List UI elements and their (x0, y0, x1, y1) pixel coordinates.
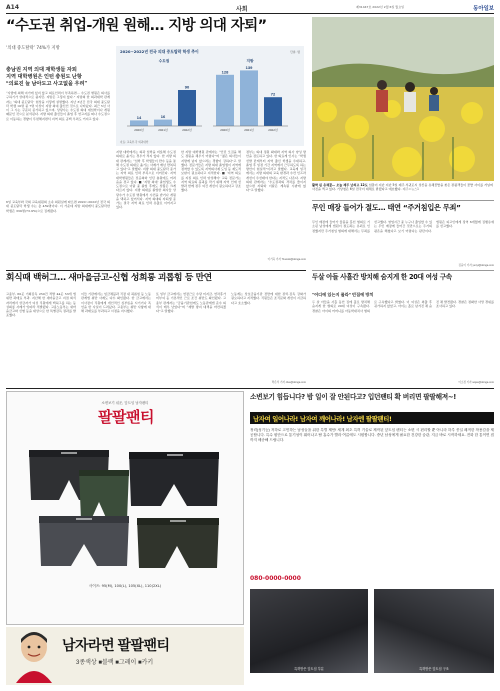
article1-headline: “수도권 취업-개원 원해… 지방 의대 자퇴” (6, 18, 267, 34)
ad-headline-box (250, 412, 494, 424)
article1-col1b (6, 200, 110, 262)
article1-col1-text: “사람에 의해 여기에 있지 않고 의료인력이 부족하면… 수도권 병원은 의사를 구하기가 상대적으로 쉽지만, 지방은 그렇지 않다.” 지방의 한 의과대학 관계자는 ‘의대 중도탈락’ 현상을 이렇게 설명했다. 지난 3년간 전국 의대 중도탈락 학생 10명 중 7명 이상이 지방 의대 출신인 것으로 나타났다. 최근 5년 사이 그 수는 꾸준히 증가하고 있으며, 상당수는 수도권 의대 재입학이나 개원 때문인 것으로 분석된다. 지방 의대 출신들이 졸업 후 연고지를 떠나 수도권으로 이동하는 경향이 뚜렷해지면서 지역 의료 공백 우려도 커지고 있다. (6, 91, 110, 121)
canola-photo-illustration (312, 17, 494, 181)
article4-rule (312, 270, 494, 271)
photo-caption (312, 183, 494, 191)
ad-closeup-photo-1 (250, 589, 368, 673)
article2-rule (312, 200, 494, 201)
chart-category-label: 2021년 (158, 128, 168, 132)
article2-body-text: 무인 매장에 들어가 물품을 훔친 혐의로 기소된 남성에게 법원이 절도죄는 유죄로 인정했지만 주거침입 혐의에 대해서는 무죄를 선고했다. 영업시간 중 누구나 출입할 수 있는 무인 매장에 들어간 것만으로는 주거의 평온을 해쳤다고 보기 어렵다는 판단이다. 법원은 피고인에게 징역 6개월에 집행유예를 선고했다. (312, 220, 494, 233)
ad-underwear-illustration (19, 430, 233, 580)
ad-brand-logo-text: 팔팔팬티 (98, 409, 154, 426)
advertisement (6, 391, 494, 687)
chart-group-label: 지방 (246, 59, 254, 63)
chart-value-label: 139 (245, 64, 253, 70)
spokesman-avatar (12, 629, 56, 683)
ad-brand-logo (89, 406, 163, 426)
ad-rule (6, 388, 494, 389)
article1-col4 (246, 150, 306, 256)
chart-unit: 단위: 명 (290, 49, 300, 54)
article1-col1 (6, 91, 110, 199)
chart-bar (264, 97, 282, 126)
article3-col1-text: 고용부, 60곳 기획감독 250건 적발 44곳 53개 법 위반 과태료 부과. 지난해 한 새마을금고 지점 회식 자리에서 상급자가 여성 직원에게 백허그를 하는 등 성희롱 사례가 잇따라 적발됐다. 고용노동부는 새마을금고와 신협 등을 대상으로 한 특별감독 결과를 발표했다. (6, 292, 76, 318)
photo-credit: 제주=뉴스1 (402, 187, 420, 192)
article3-col4 (231, 292, 306, 378)
article1-col3-text: 한 지방 대학병원 관계자는 “인턴 모집을 해도 정원을 채우기 어렵다”며 “젊은 의사들이 지방에 남지 않으려는 경향이 강하다”고 말했다. 전문가들은 지방 의대 졸업생이 지역에 정착할 수 있도록 지역의사제 도입 등 제도적 보완이 필요하다고 지적한다. ■ ‘지역 의료를 지킬 의료 인력 양성해야’ 교육 전문가는 지역 의료의 붕괴를 막기 위해 지역 인재 선발과 함께 정주 여건 개선이 필요하다고 강조했다. (181, 150, 241, 193)
ad-colors: 3종색상 ■블랙 ■그레이 ■카키 (76, 660, 154, 666)
article1-col2-text: 지방 대학에서는 의과 입학을 비롯해 수도권 의대로 옮기는 경우가 적지 않다. 한 지방 의대 관계자는 “입학 후 학생들이 반수 등을 통해 수도권 의대로 옮기는 사례가 매년 반복되고 있다”고 말했다. 지방 의대 중도탈락 증가는 지역 의료 인력 부족으로 이어진다. 지역 대학병원들은 전공의와 인턴 충원에도 어려움을 겪고 있다. ■ ‘지방 의대’ 졸업생도 수도권으로 이탈 중 졸업 후에도 상황은 크게 다르지 않다. 지방 의대를 졸업한 의사들 상당수가 수도권 병원에서 수련을 받거나 개원을 택하고 있어서다. 지역 의대의 자퇴생 증가는 결국 지역 의료 인력 유출로 이어지고 있다. (116, 150, 176, 210)
ad-top-line: 소변보기 힘듭니다? 밤 일이 잘 안된다고? 입던팬티 확 버리면 팔팔해져~! (250, 393, 456, 401)
chart-value-label: 16 (160, 114, 166, 120)
ad-closeup-photo-2 (374, 589, 494, 673)
article3-rule (6, 270, 306, 271)
chart-category-label: 2022년 (182, 128, 192, 132)
ad-badge-headline: 남자라면 팔팔팬티 (62, 637, 170, 653)
article1-deck1: ‘의대 중도탈락’ 74%가 지방 (6, 46, 60, 51)
article1-col3 (181, 150, 241, 262)
article3-headline: 회식때 백허그… 새마을금고-신협 성희롱 괴롭힘 등 만연 (6, 273, 212, 283)
page-number: A14 (6, 4, 19, 11)
ad-closeup-caption-1: 특허받은 앞트임 부분 (294, 667, 324, 671)
paper-name: 동아일보 (473, 6, 494, 12)
photo-caption-text: 입춘이 지난 지난 5일 제주 서귀포시 성산읍 유채꽃밭을 찾은 관광객들이 꽃밭 사이를 거닐며 사진을 찍고 있다. 기상청은 6일 전국이 대체로 맑겠다고 예보했다. (312, 183, 494, 192)
article1-deck2: 충남권 지역 의대 재학생들 자퇴 지역 대학병원은 인턴 충원도 난항 “의료진 늘 남아도고 사고없을 우려” (6, 67, 88, 88)
article3-col4-text: 노동계는 상호금융기관 전반에 대한 관리·감독 강화가 필요하다고 지적했다. 직원들은 조직문화 개선이 시급하다고 호소했다. (231, 292, 306, 305)
ad-product-box (6, 391, 244, 625)
ad-brand-small: 소변보기 쉬운, 앞트임 남자팬티 (101, 401, 149, 405)
chart-title: 2020∼2022년 전국 의대 중도탈락 학생 추이 (120, 49, 199, 54)
chart-caption: 자료: 교육부·각 의과대학 (120, 141, 149, 144)
chart-category-label: 2022년 (268, 128, 278, 132)
article1-byline: 이기욱 기자 71wook@donga.com (267, 258, 306, 261)
article1-col2 (116, 150, 176, 262)
chart-value-label: 90 (184, 84, 190, 90)
chart-category-label: 2020년 (134, 128, 144, 132)
dropout-chart (116, 46, 304, 146)
article4-body (312, 300, 494, 380)
section-name: 사회 (236, 6, 248, 13)
ad-headline: 남자여 일어나라! 남자여 깨어나라! 남자엔 팔팔팬티! (253, 415, 392, 423)
chart-bar (240, 70, 258, 126)
article3-col2-text: 이들 기관에서는 임금체불과 직장 내 괴롭힘 등 노동관계법 위반 사례도 다수 확인됐다. 한 금고에서는 이사장이 직원에게 개인적인 심부름을 시키거나 폭언을 한 사실이 드러났다. 고용부는 위반 사항에 대해 과태료를 부과하고 시정을 지시했다. (81, 292, 151, 313)
chart-bar (216, 75, 234, 126)
article1-col4-text: 정부는 의대 정원 확대와 지역 의사 양성 방안을 검토하고 있다. 한 의료계 인사는 “학생 선발 단계부터 지역 출신 학생을 우대하고, 졸업 후 일정 기간 지역에서 근무하도록 하는 방안이 현실적”이라고 말했다. 교육계 일각에서는 지방 의대의 교육 환경과 수련 인프라 개선이 우선돼야 한다는 지적도 나온다. 지방 의대 관계자는 “수도권과의 격차를 줄이지 않으면 자퇴와 이탈은 계속될 수밖에 없다”고 말했다. (246, 150, 306, 193)
issue-info: 제31447호 2022년 2월 6일 월요일 (356, 5, 404, 9)
photo-caption-bold: 활짝 핀 유채꽃… 오늘 제주 낮최고 12도 (312, 183, 368, 187)
article4-body-text: 두 살 아들을 사흘 동안 집에 홀로 방치해 숨지게 한 혐의로 20대 여성이 구속됐다. 경찰은 아이의 어머니를 아동학대치사 혐의로 구속했다고 밝혔다. 이 여성은 외출 후 귀가하지 않았고, 아이는 홀로 남겨진 채 숨진 채 발견됐다. 경찰은 정확한 사망 경위를 조사하고 있다. (312, 300, 494, 313)
chart-category-label: 2021년 (244, 128, 254, 132)
ad-phone: 080-0000-0000 (250, 575, 301, 582)
article2-body (312, 220, 494, 262)
chart-value-label: 14 (136, 114, 142, 120)
chart-bar (178, 90, 196, 126)
article2-headline: 무인 매장 들어가 절도… 태연 “주거침입은 무죄” (312, 203, 461, 212)
article2-byline: 김윤이 기자 yunyi@donga.com (458, 264, 494, 267)
chart-plot (116, 56, 304, 138)
article1-col1b-text: 6일 교육부와 국회 교육위원회 소속 의원실에 따르면 2020∼2022년 전국 의대 중도탈락 학생 수는 총 459명이다. 이 가운데 지방 의대에서 중도탈락한 학생은 339명(73.9%)으로 집계됐다. (6, 200, 110, 213)
article4-deck: “어디에 있는지 몰라” 빈집에 방치 (312, 292, 374, 297)
ad-closeup-caption-2: 특허받은 앞트임 구조 (419, 667, 449, 671)
canola-photo (312, 17, 494, 181)
article4-byline: 이소정 기자 sojee@donga.com (458, 381, 494, 384)
article3-col3 (156, 292, 226, 386)
ad-sizes: 사이즈: 95(M), 100(L), 105(XL), 110(2XL) (88, 584, 162, 588)
masthead (6, 4, 494, 13)
chart-value-label: 72 (270, 91, 276, 97)
ad-body (250, 428, 494, 572)
chart-bar (130, 120, 148, 126)
article4-headline: 두살 아들 사흘간 방치해 숨지게 한 20대 여성 구속 (312, 273, 452, 281)
ad-badge-strip (6, 627, 244, 685)
chart-value-label: 128 (221, 69, 229, 75)
chart-group-label: 수도권 (158, 59, 170, 63)
article3-col1 (6, 292, 76, 386)
article3-col2 (81, 292, 151, 386)
ad-body-text: 정력(성기능) 저하로 고민하는 남성들을 위한 특별 제안! 세계 최초 특허 기술로 제작된 앞트임 팬티는 소변 시 편리할 뿐 아니라 하루 종일 쾌적한 착용감을 제공합니다. 특수 원단으로 통기성이 뛰어나고 땀 흡수가 빨라 여름에도 시원합니다. 중년 남성에게 필요한 건강한 습관, 지금 바로 시작하세요. 전화 한 통이면 집까지 배송해 드립니다. (250, 428, 494, 443)
chart-category-label: 2020년 (220, 128, 230, 132)
top-rule (6, 13, 494, 14)
chart-bar (154, 120, 172, 126)
article3-col3-text: 또 일부 금고에서는 연장근로 수당 미지급, 연차휴가 미부여 등 기본적인 근로 조건 위반도 확인됐다. 고용부 관계자는 “금융기관임에도 노동관계법 준수 의식이 매우 낮았다”며 “재발 방지 대책을 마련하겠다”고 말했다. (156, 292, 226, 313)
article3-byline: 박은서 기자 clue@donga.com (271, 381, 306, 384)
